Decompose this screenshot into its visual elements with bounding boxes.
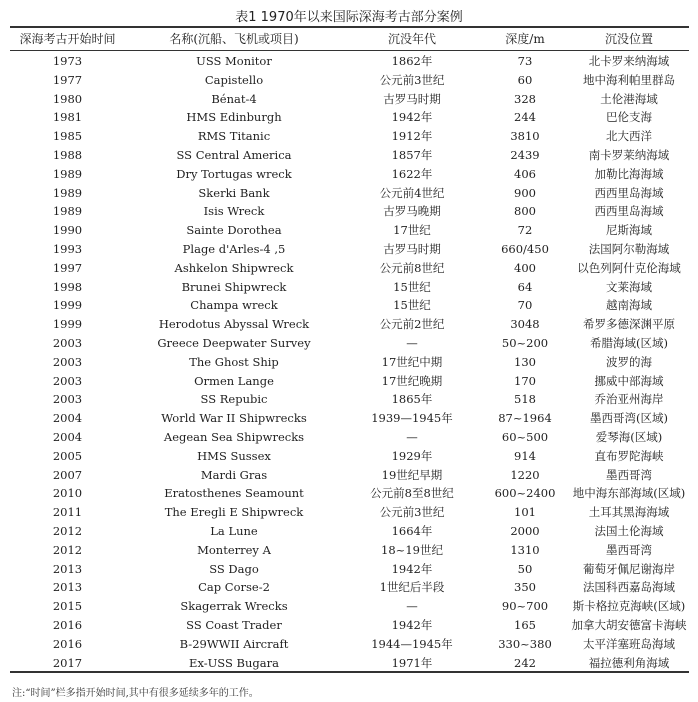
table-row [10,409,689,428]
cell-start-year: 1997 [52,260,83,275]
table-row [10,635,689,654]
cell-name: Eratosthenes Seamount [164,486,304,501]
cell-start-year: 1999 [52,298,83,313]
table-row [10,616,689,635]
cell-name: The Ghost Ship [189,354,279,369]
cell-depth: 914 [514,448,536,463]
cell-sinking-era: 17世纪 [393,223,431,238]
table-row [10,353,689,372]
header-rule [10,50,689,51]
cell-name: Mardi Gras [200,467,268,482]
header-cell-sinking-era: 沉没年代 [387,32,436,46]
cell-sinking-era: 1944—1945年 [371,636,453,651]
table-caption: 表1 1970年以来国际深海考古部分案例 [235,10,463,25]
header-cell-name: 名称(沉船、飞机或项目) [169,32,299,46]
cell-location: 文莱海域 [606,279,652,294]
cell-name: Monterrey A [197,542,271,557]
cell-name: Sainte Dorothea [186,223,282,238]
cell-name: RMS Titanic [197,129,271,144]
table-body [10,52,689,672]
cell-depth: 130 [514,354,536,369]
cell-sinking-era: 1942年 [391,561,433,576]
cell-sinking-era: 1912年 [391,129,433,144]
cell-sinking-era: 古罗马晚期 [383,204,441,219]
table-row [10,522,689,541]
cell-depth: 400 [514,260,536,275]
cell-location: 挪威中部海域 [594,373,664,388]
cell-name: Aegean Sea Shipwrecks [163,429,305,444]
cell-name: HMS Edinburgh [186,110,282,125]
table-row [10,108,689,127]
cell-start-year: 1989 [52,204,83,219]
cell-sinking-era: 1929年 [391,448,433,463]
cell-location: 直布罗陀海峡 [594,448,664,463]
table-row [10,202,689,221]
cell-name: Brunei Shipwreck [181,279,287,294]
table-row [10,428,689,447]
cell-start-year: 2010 [52,486,83,501]
table-row [10,541,689,560]
cell-sinking-era: 1世纪后半段 [379,580,445,595]
cell-sinking-era: 1942年 [391,110,433,125]
cell-location: 土耳其黑海海域 [588,505,670,520]
cell-sinking-era: 公元前3世纪 [379,505,445,520]
cell-sinking-era: 15世纪 [393,279,431,294]
cell-depth: 50 [517,561,533,576]
cell-location: 加拿大胡安德富卡海峡 [571,617,687,632]
cell-name: Skagerrak Wrecks [180,599,288,614]
cell-name: Herodotus Abyssal Wreck [158,317,310,332]
cell-depth: 90~700 [501,599,549,614]
cell-sinking-era: 1942年 [391,617,433,632]
bottom-rule [10,671,689,673]
cell-location: 北卡罗来纳海域 [588,54,670,68]
table-row [10,165,689,184]
cell-start-year: 2013 [52,580,83,595]
cell-depth: 60 [517,72,533,87]
table-row [10,221,689,240]
cell-start-year: 1993 [52,241,83,256]
cell-start-year: 2003 [52,373,83,388]
cell-location: 希罗多德深渊平原 [583,317,675,332]
cell-start-year: 2003 [52,392,83,407]
cell-name: Isis Wreck [203,204,265,219]
cell-depth: 87~1964 [498,411,552,426]
cell-depth: 1220 [510,467,540,482]
cell-sinking-era: 17世纪晚期 [381,373,443,388]
cell-location: 尼斯海域 [606,223,652,238]
cell-start-year: 2005 [52,448,83,463]
table-row [10,390,689,409]
cell-start-year: 2016 [52,636,83,651]
cell-sinking-era: 15世纪 [393,298,431,313]
cell-depth: 328 [514,91,536,106]
cell-location: 波罗的海 [606,354,652,369]
table-row [10,578,689,597]
cell-depth: 350 [514,580,536,595]
cell-location: 法国阿尔勒海域 [588,241,670,256]
cell-location: 法国土伦海域 [594,523,664,538]
cell-start-year: 2003 [52,354,83,369]
cell-depth: 70 [517,298,533,313]
cell-name: Ashkelon Shipwreck [174,260,294,275]
cell-start-year: 1990 [52,223,83,238]
cell-start-year: 1981 [52,110,83,125]
cell-sinking-era: 公元前8世纪 [379,260,445,275]
cell-sinking-era: — [406,429,418,444]
cell-name: USS Monitor [196,54,272,68]
table-row [10,447,689,466]
cell-sinking-era: 1862年 [391,54,433,68]
cell-depth: 101 [514,505,536,520]
table-row [10,654,689,673]
cell-location: 法国科西嘉岛海域 [583,580,675,595]
cell-depth: 60~500 [501,429,549,444]
cell-sinking-era: 公元前2世纪 [379,317,445,332]
cell-depth: 600~2400 [494,486,556,501]
cell-sinking-era: 1865年 [391,392,433,407]
cell-start-year: 2012 [52,523,83,538]
cell-sinking-era: 17世纪中期 [381,354,443,369]
cell-name: Greece Deepwater Survey [157,335,311,350]
cell-sinking-era: 古罗马时期 [383,91,441,106]
table-row [10,52,689,71]
cell-location: 土伦港海域 [600,91,658,106]
cell-depth: 2000 [510,523,540,538]
cell-name: La Lune [210,523,258,538]
cell-location: 太平洋塞班岛海域 [583,636,675,651]
cell-start-year: 2013 [52,561,83,576]
cell-depth: 330~380 [498,636,552,651]
cell-start-year: 2007 [52,467,83,482]
cell-name: SS Coast Trader [186,617,282,632]
cell-sinking-era: 1939—1945年 [371,411,453,426]
table-row [10,146,689,165]
cell-start-year: 2004 [52,411,83,426]
table-row [10,484,689,503]
cell-location: 越南海域 [606,298,652,313]
cell-location: 加勒比海海域 [594,166,664,181]
table-row [10,278,689,297]
cell-start-year: 1980 [52,91,83,106]
table-row [10,503,689,522]
cell-sinking-era: 公元前4世纪 [379,185,445,200]
header-cell-start-year: 深海考古开始时间 [19,32,116,46]
cell-sinking-era: 1664年 [391,523,433,538]
cell-depth: 50~200 [501,335,549,350]
cell-sinking-era: 公元前8至8世纪 [370,486,454,501]
cell-depth: 800 [514,204,536,219]
cell-location: 希腊海域(区域) [590,335,668,350]
cell-name: Ormen Lange [194,373,274,388]
table-footnote: 注:“时间”栏多指开始时间,其中有很多延续多年的工作。 [12,688,259,699]
cell-depth: 3810 [510,129,540,144]
table-row [10,466,689,485]
cell-start-year: 2016 [52,617,83,632]
cell-start-year: 1999 [52,317,83,332]
cell-location: 葡萄牙佩尼谢海岸 [583,561,675,576]
cell-start-year: 1988 [52,147,83,162]
cell-depth: 900 [514,185,536,200]
cell-location: 墨西哥湾 [606,542,652,557]
cell-depth: 73 [517,54,533,68]
table-row [10,71,689,90]
cell-depth: 242 [514,655,536,670]
cell-location: 地中海利帕里群岛 [583,72,675,87]
table-header [10,31,689,47]
cell-name: Champa wreck [190,298,278,313]
cell-name: Dry Tortugas wreck [176,166,292,181]
cell-start-year: 2012 [52,542,83,557]
table-row [10,127,689,146]
cell-depth: 660/450 [501,241,549,256]
cell-start-year: 1989 [52,185,83,200]
table-row [10,372,689,391]
header-cell-location: 沉没位置 [604,32,653,46]
table-row [10,240,689,259]
cell-depth: 406 [514,166,536,181]
cell-sinking-era: 公元前3世纪 [379,72,445,87]
cell-location: 西西里岛海域 [594,185,664,200]
cell-start-year: 2015 [52,599,83,614]
cell-location: 西西里岛海域 [594,204,664,219]
cell-start-year: 2017 [52,655,83,670]
cell-depth: 518 [514,392,536,407]
cell-location: 斯卡格拉克海峡(区域) [572,599,686,614]
cell-location: 以色列阿什克伦海域 [577,260,681,275]
cell-location: 墨西哥湾 [606,467,652,482]
cell-location: 爱琴海(区域) [595,429,663,444]
cell-start-year: 1973 [52,54,83,68]
cell-location: 南卡罗莱纳海域 [588,147,670,162]
cell-name: B-29WWII Aircraft [179,636,289,651]
cell-name: Plage d'Arles-4 ,5 [182,241,286,256]
cell-start-year: 1985 [52,129,83,144]
cell-name: SS Central America [176,147,292,162]
cell-sinking-era: 1622年 [391,166,433,181]
cell-sinking-era: — [406,599,418,614]
cell-name: Skerki Bank [198,185,270,200]
cell-sinking-era: 19世纪早期 [381,467,443,482]
cell-depth: 165 [514,617,536,632]
cell-name: SS Dago [209,561,259,576]
cell-depth: 72 [517,223,533,238]
cell-depth: 64 [517,279,533,294]
cell-name: World War II Shipwrecks [161,411,307,426]
cell-location: 乔治亚州海岸 [594,392,664,407]
cell-start-year: 2003 [52,335,83,350]
cell-depth: 2439 [510,147,540,162]
table-row [10,296,689,315]
cell-sinking-era: 18~19世纪 [381,542,443,557]
cell-name: The Eregli E Shipwreck [164,505,304,520]
cell-name: HMS Sussex [197,448,271,463]
cell-depth: 244 [514,110,536,125]
cell-depth: 3048 [510,317,540,332]
cell-location: 地中海东部海域(区域) [572,486,686,501]
cell-start-year: 1998 [52,279,83,294]
cell-start-year: 1989 [52,166,83,181]
cell-start-year: 2011 [52,505,83,520]
table-row [10,315,689,334]
table-row [10,184,689,203]
cell-name: Capistello [204,72,264,87]
cell-name: Bénat-4 [211,91,257,106]
table-row [10,334,689,353]
top-rule [10,26,689,28]
cell-start-year: 2004 [52,429,83,444]
cell-sinking-era: — [406,335,418,350]
cell-start-year: 1977 [52,72,83,87]
table-row [10,259,689,278]
cell-location: 墨西哥湾(区域) [590,411,668,426]
cell-depth: 1310 [510,542,540,557]
cell-location: 福拉德利角海域 [588,655,670,670]
cell-location: 北大西洋 [606,129,652,144]
cell-location: 巴伦支海 [606,110,652,125]
cell-name: Cap Corse-2 [198,580,270,595]
cell-depth: 170 [514,373,536,388]
table-row [10,90,689,109]
table-row [10,560,689,579]
table-row [10,597,689,616]
cell-sinking-era: 古罗马时期 [383,241,441,256]
cell-sinking-era: 1971年 [391,655,433,670]
header-cell-depth: 深度/m [505,32,545,46]
cell-sinking-era: 1857年 [391,147,433,162]
cell-name: Ex-USS Bugara [189,655,279,670]
cell-name: SS Repubic [200,392,268,407]
